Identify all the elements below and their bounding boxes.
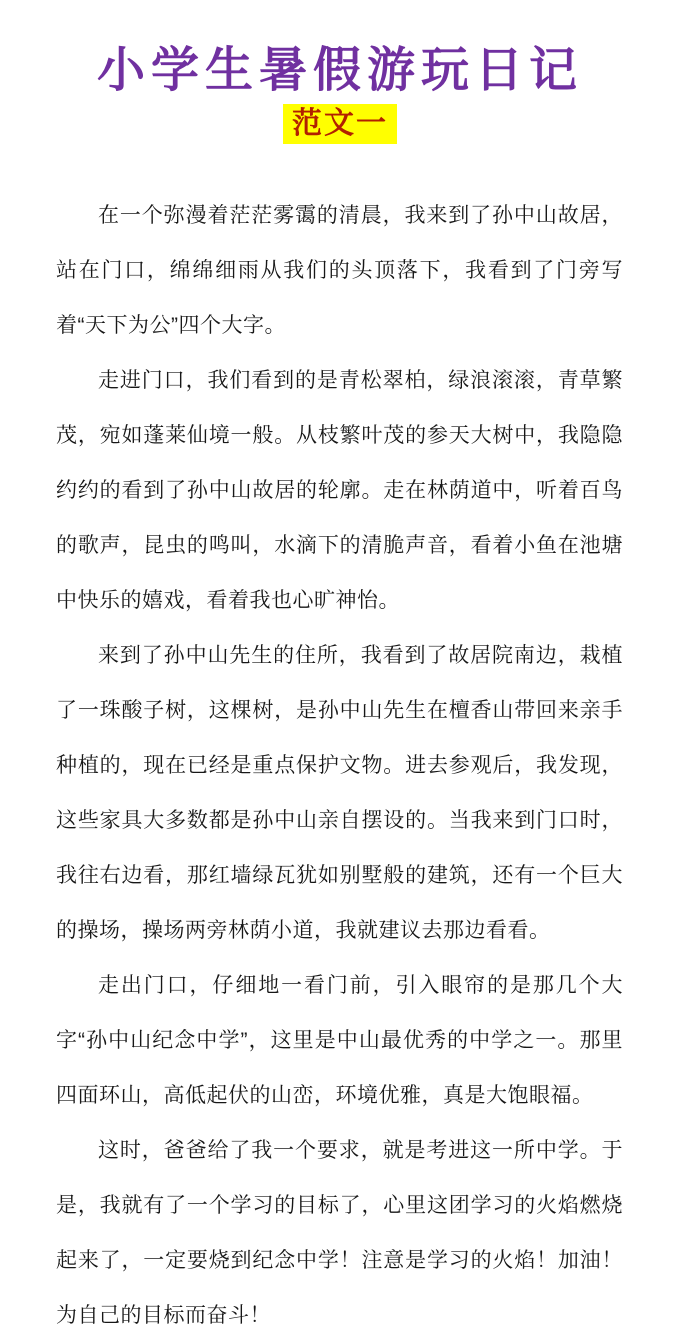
subtitle-highlight: 范文一 bbox=[283, 104, 397, 144]
essay-paragraph: 这时，爸爸给了我一个要求，就是考进这一所中学。于是，我就有了一个学习的目标了，心里这团学习的火焰燃烧起来了，一定要烧到纪念中学！注意是学习的火焰！加油！为自己的目标而奋斗！ bbox=[56, 1139, 623, 1327]
page-title: 小学生暑假游玩日记 bbox=[96, 42, 583, 98]
essay-paragraph: 来到了孙中山先生的住所，我看到了故居院南边，栽植了一珠酸子树，这棵树，是孙中山先生在檀香山带回来亲手种植的，现在已经是重点保护文物。进去参观后，我发现，这些家具大多数都是孙中山亲自摆设的。当我来到门口时，我往右边看，那红墙绿瓦犹如别墅般的建筑，还有一个巨大的操场，操场两旁林荫小道，我就建议去那边看看。 bbox=[56, 644, 623, 942]
essay-paragraph: 走出门口，仔细地一看门前，引入眼帘的是那几个大字“孙中山纪念中学”，这里是中山最优秀的中学之一。那里四面环山，高低起伏的山峦，环境优雅，真是大饱眼福。 bbox=[56, 974, 623, 1107]
essay-paragraph: 走进门口，我们看到的是青松翠柏，绿浪滚滚，青草繁茂，宛如蓬莱仙境一般。从枝繁叶茂的参天大树中，我隐隐约约的看到了孙中山故居的轮廓。走在林荫道中，听着百鸟的歌声，昆虫的鸣叫，水滴下的清脆声音，看着小鱼在池塘中快乐的嬉戏，看着我也心旷神怡。 bbox=[56, 369, 623, 612]
essay-body bbox=[56, 188, 623, 1343]
subtitle-row bbox=[0, 104, 680, 146]
essay-paragraph: 在一个弥漫着茫茫雾霭的清晨，我来到了孙中山故居，站在门口，绵绵细雨从我们的头顶落下，我看到了门旁写着“天下为公”四个大字。 bbox=[56, 204, 623, 337]
